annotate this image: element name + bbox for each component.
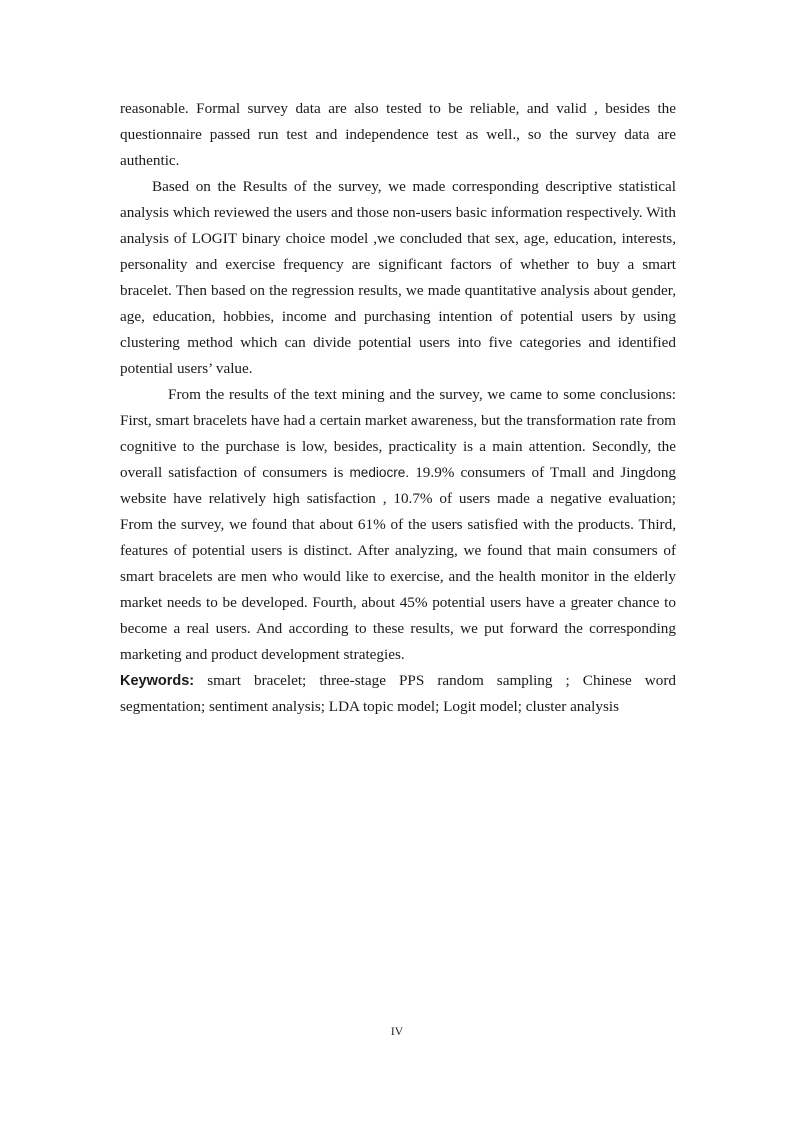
paragraph-3	[120, 382, 676, 668]
paragraph-1: reasonable. Formal survey data are also tested to be reliable, and valid , besides the questionnaire passed run test and independence test as well., so the survey data are authentic.	[120, 100, 676, 169]
keywords-text: smart bracelet; three-stage PPS random sampling ; Chinese word segmentation; sentiment analysis; LDA topic model; Logit model; cluster analysis	[120, 672, 677, 715]
abstract-body	[120, 96, 676, 720]
keywords-label: Keywords:	[120, 673, 195, 689]
keywords-line	[120, 668, 676, 720]
paragraph-2: Based on the Results of the survey, we made corresponding descriptive statistical analysis which reviewed the users and those non-users basic information respectively. With analysis of LOGIT binary choice model ,we concluded that sex, age, education, interests, personality and exercise frequency are significant factors of whether to buy a smart bracelet. Then based on the regression results, we made quantitative analysis about gender, age, education, hobbies, income and purchasing intention of potential users by using clustering method which can divide potential users into five categories and identified potential users’ value.	[120, 178, 676, 377]
page-number: IV	[390, 1026, 404, 1038]
paragraph-3-mediocre: mediocre.	[349, 465, 410, 480]
paragraph-3-part-1: From the results of the text mining and the survey, we came to some conclusions: First, smart bracelets have had a certain market awareness, but the transformation rate from cognitive to the purchase is low, besides, practicality is a main attention. Secondly, the overall satisfaction of consumers is	[120, 386, 676, 481]
paragraph-3-part-2: 19.9% consumers of Tmall and Jingdong website have relatively high satisfaction , 10.7% of users made a negative evaluation; From the survey, we found that about 61% of the users satisfied with the products. Third, features of potential users is distinct. After analyzing, we found that main consumers of smart bracelets are men who would like to exercise, and the health monitor in the elderly market needs to be developed. Fourth, about 45% potential users have a greater chance to become a real users. And according to these results, we put forward the corresponding marketing and product development strategies.	[120, 464, 677, 663]
